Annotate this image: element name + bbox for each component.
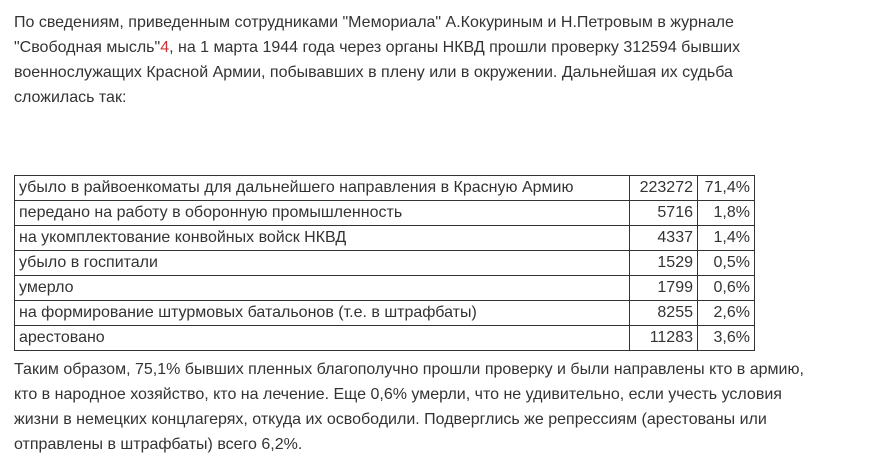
row-percent: 1,8%: [698, 201, 755, 226]
table-row: [15, 226, 755, 251]
row-count: 223272: [630, 176, 698, 201]
row-count: 11283: [630, 326, 698, 351]
outro-line: жизни в немецких концлагерях, откуда их освободили. Подверглись же репрессиям (арестованы или: [14, 411, 767, 428]
row-label: передано на работу в оборонную промышленность: [15, 201, 630, 226]
outro-line: кто в народное хозяйство, кто на лечение. Еще 0,6% умерли, что не удивительно, если учесть условия: [14, 386, 782, 403]
intro-line-rest: , на 1 марта 1944 года через органы НКВД прошли проверку 312594 бывших: [169, 39, 741, 56]
intro-line: По сведениям, приведенным сотрудниками "Мемориала" А.Кокуриным и Н.Петровым в журнале: [14, 14, 734, 31]
table-row: [15, 301, 755, 326]
table-row: [15, 326, 755, 351]
table-row: [15, 176, 755, 201]
row-label: на укомплектование конвойных войск НКВД: [15, 226, 630, 251]
footnote-link[interactable]: 4: [160, 39, 170, 56]
intro-line: военнослужащих Красной Армии, побывавших в плену или в окружении. Дальнейшая их судьба: [14, 64, 733, 81]
row-label: убыло в райвоенкоматы для дальнейшего направления в Красную Армию: [15, 176, 630, 201]
row-count: 8255: [630, 301, 698, 326]
row-label: убыло в госпитали: [15, 251, 630, 276]
row-percent: 2,6%: [698, 301, 755, 326]
row-percent: 0,6%: [698, 276, 755, 301]
row-percent: 0,5%: [698, 251, 755, 276]
intro-line: [14, 35, 740, 60]
outro-paragraph: [14, 357, 804, 457]
row-percent: 1,4%: [698, 226, 755, 251]
row-label: на формирование штурмовых батальонов (т.е. в штрафбаты): [15, 301, 630, 326]
outro-line: Таким образом, 75,1% бывших пленных благополучно прошли проверку и были направлены кто в армию,: [14, 361, 804, 378]
row-percent: 71,4%: [698, 176, 755, 201]
row-label: умерло: [15, 276, 630, 301]
row-percent: 3,6%: [698, 326, 755, 351]
outro-line: отправлены в штрафбаты) всего 6,2%.: [14, 436, 303, 453]
row-count: 4337: [630, 226, 698, 251]
intro-line: сложилась так:: [14, 89, 127, 106]
row-count: 1799: [630, 276, 698, 301]
row-count: 5716: [630, 201, 698, 226]
table-row: [15, 251, 755, 276]
table-row: [15, 201, 755, 226]
journal-title: "Свободная мысль": [14, 39, 161, 56]
table-row: [15, 276, 755, 301]
fate-table-body: [15, 176, 755, 351]
row-count: 1529: [630, 251, 698, 276]
intro-paragraph: [14, 10, 740, 110]
fate-table: [14, 175, 755, 351]
row-label: арестовано: [15, 326, 630, 351]
